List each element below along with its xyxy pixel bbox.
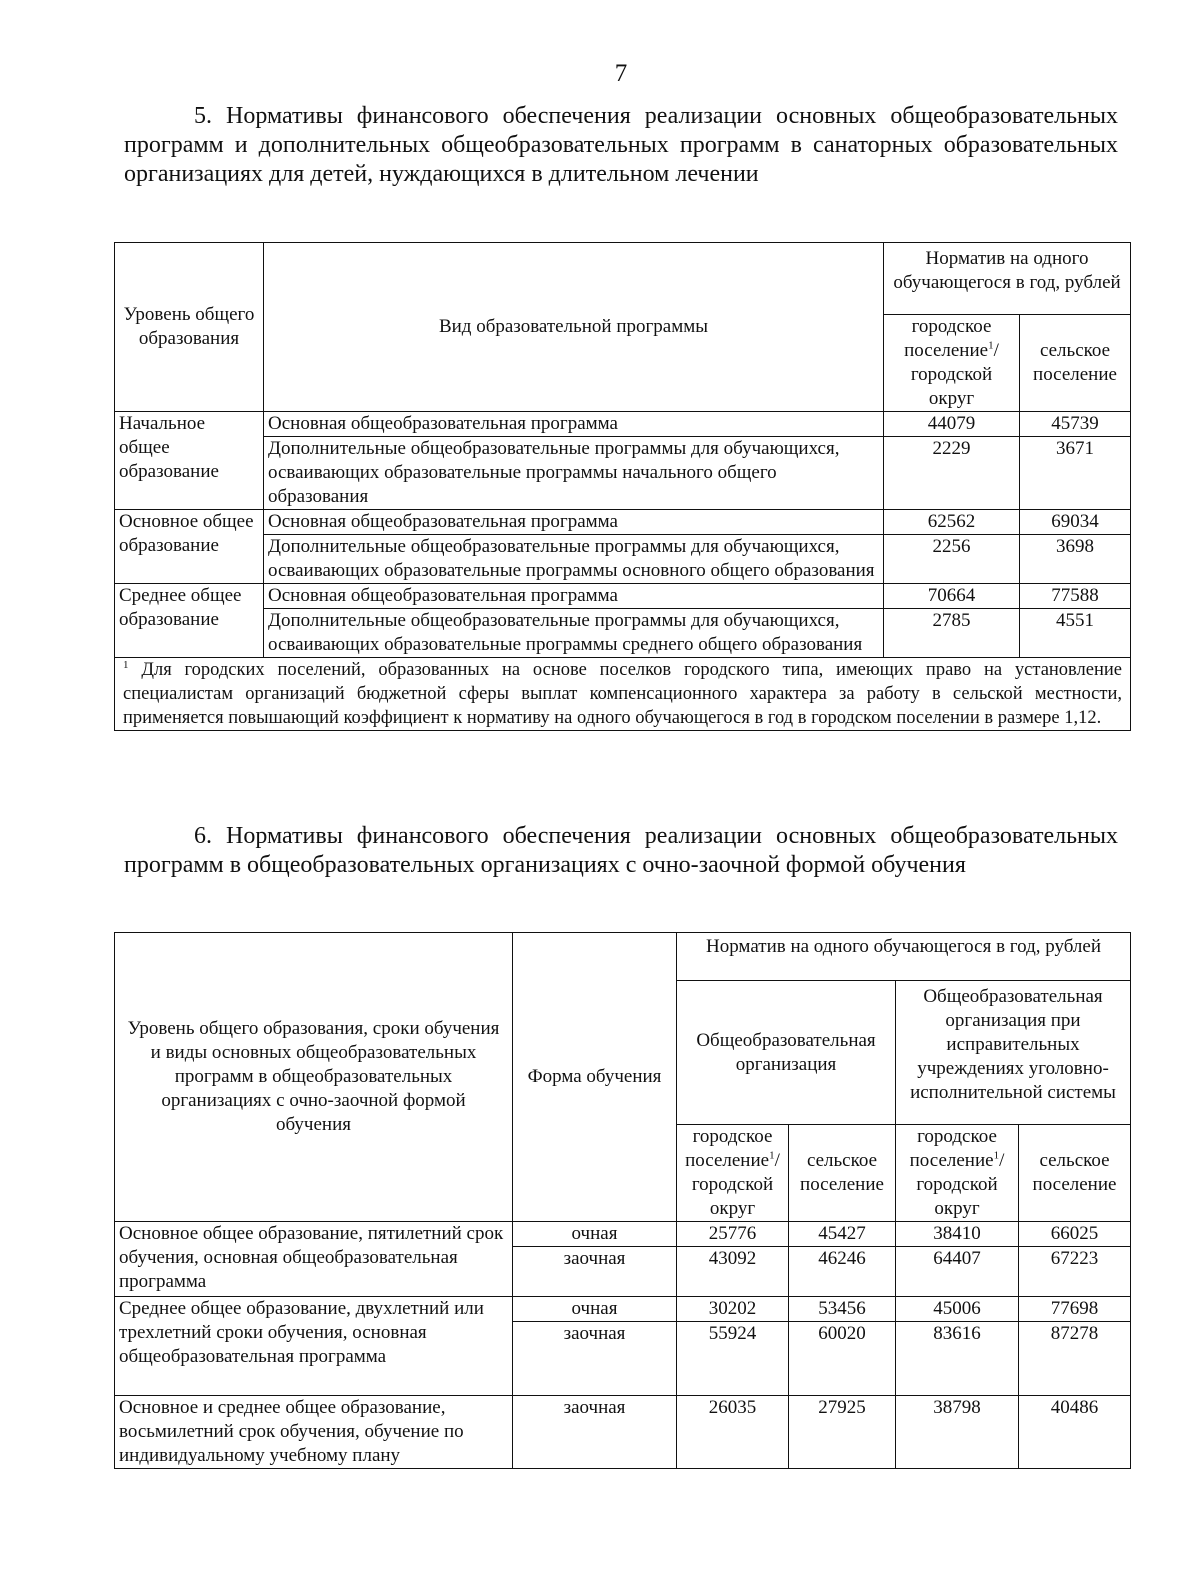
footnote-text: Для городских поселений, образованных на основе поселков городского типа, имеющих право на установление специалистам организаций бюджетной сферы выплат компенсационного характера за работу в сельской местности, применяется повышающий коэффициент к нормативу на одного обучающегося в год в городском поселении в размере 1,12.	[123, 660, 1123, 728]
level-cell: Основное общее образование	[115, 510, 264, 584]
section-6-table	[114, 932, 1131, 1469]
header-urban: городское поселение$^1$/ городской округ	[884, 315, 1020, 412]
program-cell: Дополнительные общеобразовательные программы для обучающихся, осваивающих образовательные программы среднего общего образования	[264, 609, 884, 658]
value-org-rural: 60020	[789, 1322, 896, 1396]
header-norm: Норматив на одного обучающегося в год, рублей	[884, 243, 1131, 315]
level-cell: Основное и среднее общее образование, восьмилетний срок обучения, обучение по индивидуальному учебному плану	[115, 1396, 513, 1469]
value-urban: 44079	[884, 412, 1020, 437]
value-urban: 2256	[884, 535, 1020, 584]
header-level: Уровень общего образования, сроки обучения и виды основных общеобразовательных программ в общеобразовательных организациях с очно-заочной формой обучения	[115, 933, 513, 1222]
value-urban: 62562	[884, 510, 1020, 535]
section-5-table	[114, 242, 1131, 731]
value-org-rural: 46246	[789, 1247, 896, 1297]
value-rural: 45739	[1020, 412, 1131, 437]
value-prison-rural: 87278	[1019, 1322, 1131, 1396]
program-cell: Дополнительные общеобразовательные программы для обучающихся, осваивающих образовательные программы начального общего образования	[264, 437, 884, 510]
value-org-rural: 53456	[789, 1297, 896, 1322]
value-rural: 77588	[1020, 584, 1131, 609]
section-6-title: Нормативы финансового обеспечения реализации основных общеобразовательных программ в общеобразовательных организациях с очно-заочной формой обучения	[124, 823, 1119, 878]
program-cell: Основная общеобразовательная программа	[264, 412, 884, 437]
section-5-title: Нормативы финансового обеспечения реализации основных общеобразовательных программ и дополнительных общеобразовательных программ в санаторных образовательных организациях для детей, нуждающихся в длительном лечении	[124, 103, 1119, 187]
level-cell: Начальное общее образование	[115, 412, 264, 510]
level-cell: Среднее общее образование, двухлетний или трехлетний сроки обучения, основная общеобразовательная программа	[115, 1297, 513, 1396]
section-5-number: 5.	[194, 103, 212, 129]
value-org-rural: 45427	[789, 1222, 896, 1247]
value-prison-urban: 83616	[896, 1322, 1019, 1396]
program-cell: Дополнительные общеобразовательные программы для обучающихся, осваивающих образовательные программы основного общего образования	[264, 535, 884, 584]
section-6-heading	[124, 822, 1118, 880]
value-prison-urban: 45006	[896, 1297, 1019, 1322]
program-cell: Основная общеобразовательная программа	[264, 584, 884, 609]
level-cell: Основное общее образование, пятилетний срок обучения, основная общеобразовательная программа	[115, 1222, 513, 1297]
form-cell: заочная	[513, 1322, 677, 1396]
value-rural: 3698	[1020, 535, 1131, 584]
header-org-prison: Общеобразовательная организация при исправительных учреждениях уголовно-исполнительной системы	[896, 981, 1131, 1125]
value-prison-rural: 77698	[1019, 1297, 1131, 1322]
form-cell: заочная	[513, 1396, 677, 1469]
form-cell: очная	[513, 1222, 677, 1247]
value-org-urban: 25776	[677, 1222, 789, 1247]
value-org-rural: 27925	[789, 1396, 896, 1469]
value-rural: 69034	[1020, 510, 1131, 535]
form-cell: заочная	[513, 1247, 677, 1297]
header-norm: Норматив на одного обучающегося в год, рублей	[677, 933, 1131, 981]
level-cell: Среднее общее образование	[115, 584, 264, 658]
form-cell: очная	[513, 1297, 677, 1322]
value-prison-urban: 38410	[896, 1222, 1019, 1247]
value-prison-rural: 40486	[1019, 1396, 1131, 1469]
value-prison-rural: 66025	[1019, 1222, 1131, 1247]
value-rural: 3671	[1020, 437, 1131, 510]
section-5-heading	[124, 102, 1118, 189]
value-org-urban: 26035	[677, 1396, 789, 1469]
header-form: Форма обучения	[513, 933, 677, 1222]
footnote-mark: 1	[123, 658, 129, 671]
header-program: Вид образовательной программы	[264, 243, 884, 412]
value-prison-urban: 38798	[896, 1396, 1019, 1469]
value-prison-rural: 67223	[1019, 1247, 1131, 1297]
header-org: Общеобразовательная организация	[677, 981, 896, 1125]
header-rural: сельское поселение	[1020, 315, 1131, 412]
value-urban: 2229	[884, 437, 1020, 510]
value-org-urban: 55924	[677, 1322, 789, 1396]
program-cell: Основная общеобразовательная программа	[264, 510, 884, 535]
value-org-urban: 30202	[677, 1297, 789, 1322]
header-org-rural: сельское поселение	[789, 1125, 896, 1222]
footnote	[115, 658, 1131, 731]
page-number: 7	[614, 60, 628, 87]
header-level: Уровень общего образования	[115, 243, 264, 412]
value-urban: 2785	[884, 609, 1020, 658]
value-prison-urban: 64407	[896, 1247, 1019, 1297]
value-rural: 4551	[1020, 609, 1131, 658]
section-6-number: 6.	[194, 823, 212, 849]
header-prison-urban: городское поселение$^1$/ городской округ	[896, 1125, 1019, 1222]
value-urban: 70664	[884, 584, 1020, 609]
header-org-urban: городское поселение$^1$/ городской округ	[677, 1125, 789, 1222]
value-org-urban: 43092	[677, 1247, 789, 1297]
header-prison-rural: сельское поселение	[1019, 1125, 1131, 1222]
